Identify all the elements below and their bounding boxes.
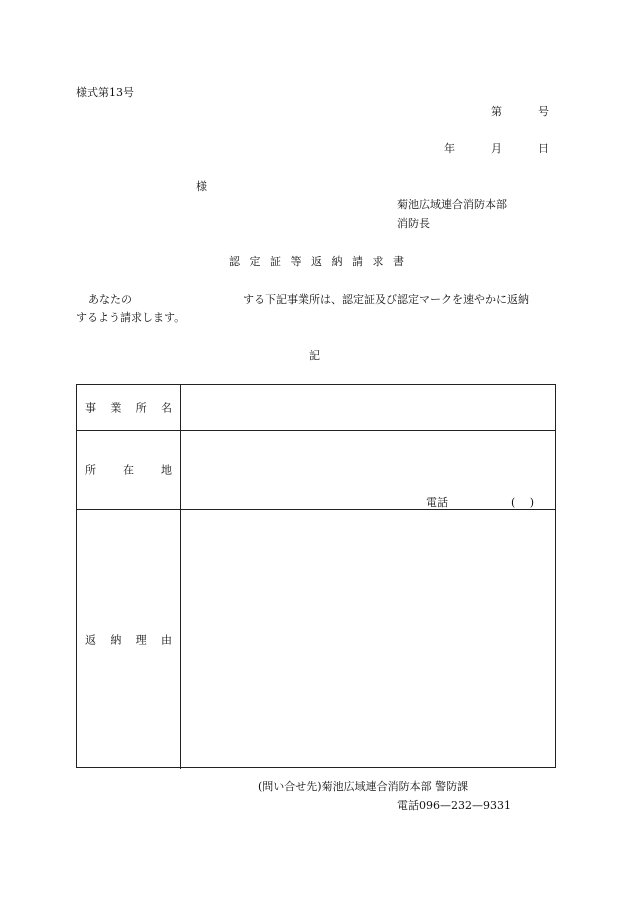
form-number: 様式第13号 (76, 86, 134, 99)
office-name-field[interactable] (181, 385, 555, 430)
body-line2: するよう請求します。 (76, 311, 186, 324)
contact-info: (問い合せ先)菊池広域連合消防本部 警防課 (258, 780, 469, 793)
date-year: 年 (444, 142, 455, 155)
document-title: 認定証等返納請求書 (229, 255, 414, 268)
phone-label: 電話 (426, 496, 448, 509)
addressee-suffix: 様 (196, 180, 207, 193)
office-name-label: 事 業 所 名 (85, 401, 172, 414)
return-reason-field[interactable] (181, 510, 555, 769)
table-row-return-reason (77, 510, 555, 769)
date-month: 月 (491, 142, 502, 155)
issuer-chief: 消防長 (397, 217, 430, 230)
phone-parentheses: ( ) (511, 496, 535, 509)
body-line1: する下記事業所は、認定証及び認定マークを速やかに返納 (243, 293, 529, 306)
label-cell (77, 385, 181, 430)
body-prefix: あなたの (88, 293, 132, 306)
table-row-office-name (77, 385, 555, 431)
label-cell (77, 510, 181, 769)
issuer-org: 菊池広域連合消防本部 (397, 198, 507, 211)
date-day: 日 (538, 142, 549, 155)
table-row-location (77, 431, 555, 510)
doc-number-dai: 第 (491, 105, 502, 118)
contact-phone: 電話096—232—9331 (397, 799, 511, 812)
return-reason-label: 返 納 理 由 (85, 633, 172, 646)
label-cell (77, 431, 181, 509)
details-table (76, 384, 556, 768)
location-label: 所 在 地 (85, 463, 172, 477)
ki-label: 記 (309, 349, 320, 362)
doc-number-go: 号 (538, 105, 549, 118)
location-field[interactable] (181, 431, 555, 509)
